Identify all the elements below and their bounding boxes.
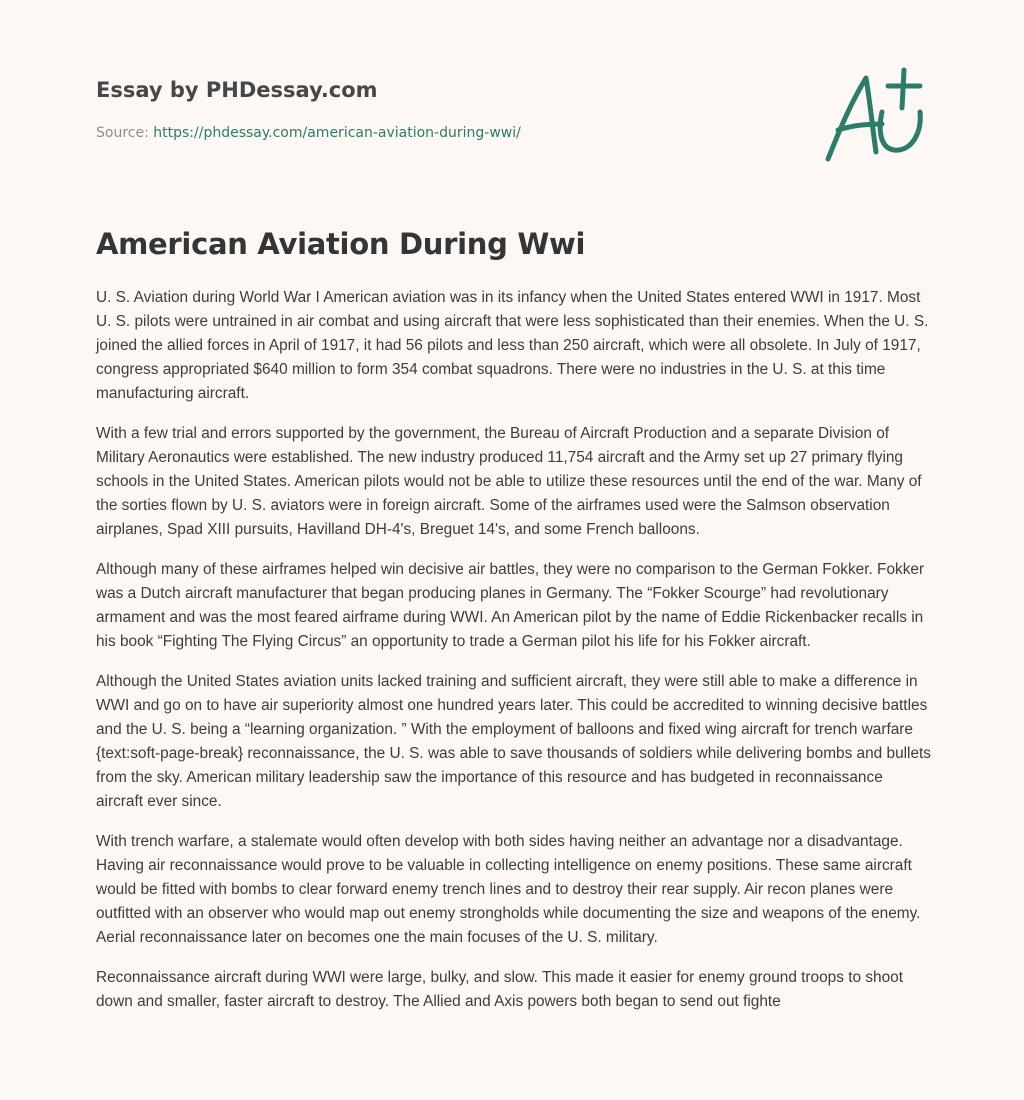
essay-paragraph: With a few trial and errors supported by the government, the Bureau of Aircraft Production and a separate Division of Military Aeronautics were established. The new industry produced 11,754 aircraft and the Army set up 27 primary flying schools in the United States. American pilots would not be able to utilize these resources until the end of the war. Many of the sorties flown by U. S. aviators were in foreign aircraft. Some of the airframes used were the Salmson observation airplanes, Spad XIII pursuits, Havilland DH-4's, Breguet 14's, and some French balloons. [96, 425, 922, 538]
essay-paragraph: Although the United States aviation units lacked training and sufficient aircraft, they were still able to make a difference in WWI and go on to have air superiority almost one hundred years later. This could be accredited to winning decisive battles and the U. S. being a “learning organization. ” With the employment of balloons and fixed wing aircraft for trench warfare {text:soft-page-break} reconnaissance, the U. S. was able to save thousands of soldiers while delivering bombs and bullets from the sky. American military leadership saw the importance of this resource and has budgeted in reconnaissance aircraft ever since. [96, 673, 931, 810]
essay-paragraph: U. S. Aviation during World War I American aviation was in its infancy when the United States entered WWI in 1917. Most U. S. pilots were untrained in air combat and using aircraft that were less sophisticated than their enemies. When the U. S. joined the allied forces in April of 1917, it had 56 pilots and less than 250 aircraft, which were all obsolete. In July of 1917, congress appropriated $640 million to form 354 combat squadrons. There were no industries in the U. S. at this time manufacturing aircraft. [96, 289, 929, 402]
source-line [96, 123, 521, 143]
essay-paragraph: Although many of these airframes helped win decisive air battles, they were no comparison to the German Fokker. Fokker was a Dutch aircraft manufacturer that began producing planes in Germany. The “Fokker Scourge” had revolutionary armament and was the most feared airframe during WWI. An American pilot by the name of Eddie Rickenbacker recalls in his book “Fighting The Flying Circus” an opportunity to trade a German pilot his life for his Fokker aircraft. [96, 561, 925, 650]
source-link[interactable]: https://phdessay.com/american-aviation-during-wwi/ [153, 125, 521, 141]
essay-title: American Aviation During Wwi [96, 227, 586, 261]
essay-paragraph: With trench warfare, a stalemate would often develop with both sides having neither an advantage nor a disadvantage. Having air reconnaissance would prove to be valuable in collecting intelligence on enemy positions. These same aircraft would be fitted with bombs to clear forward enemy trench lines and to destroy their rear supply. Air recon planes were outfitted with an observer who would map out enemy strongholds while documenting the size and weapons of the enemy. Aerial reconnaissance later on becomes one the main focuses of the U. S. military. [96, 833, 921, 946]
brand-title: Essay by PHDessay.com [96, 78, 378, 102]
essay-body [96, 286, 932, 1030]
essay-paragraph: Reconnaissance aircraft during WWI were large, bulky, and slow. This made it easier for enemy ground troops to shoot down and smaller, faster aircraft to destroy. The Allied and Axis powers both began to send out fighte [96, 969, 903, 1010]
a-plus-logo-icon [816, 64, 932, 168]
source-label: Source: [96, 125, 149, 141]
